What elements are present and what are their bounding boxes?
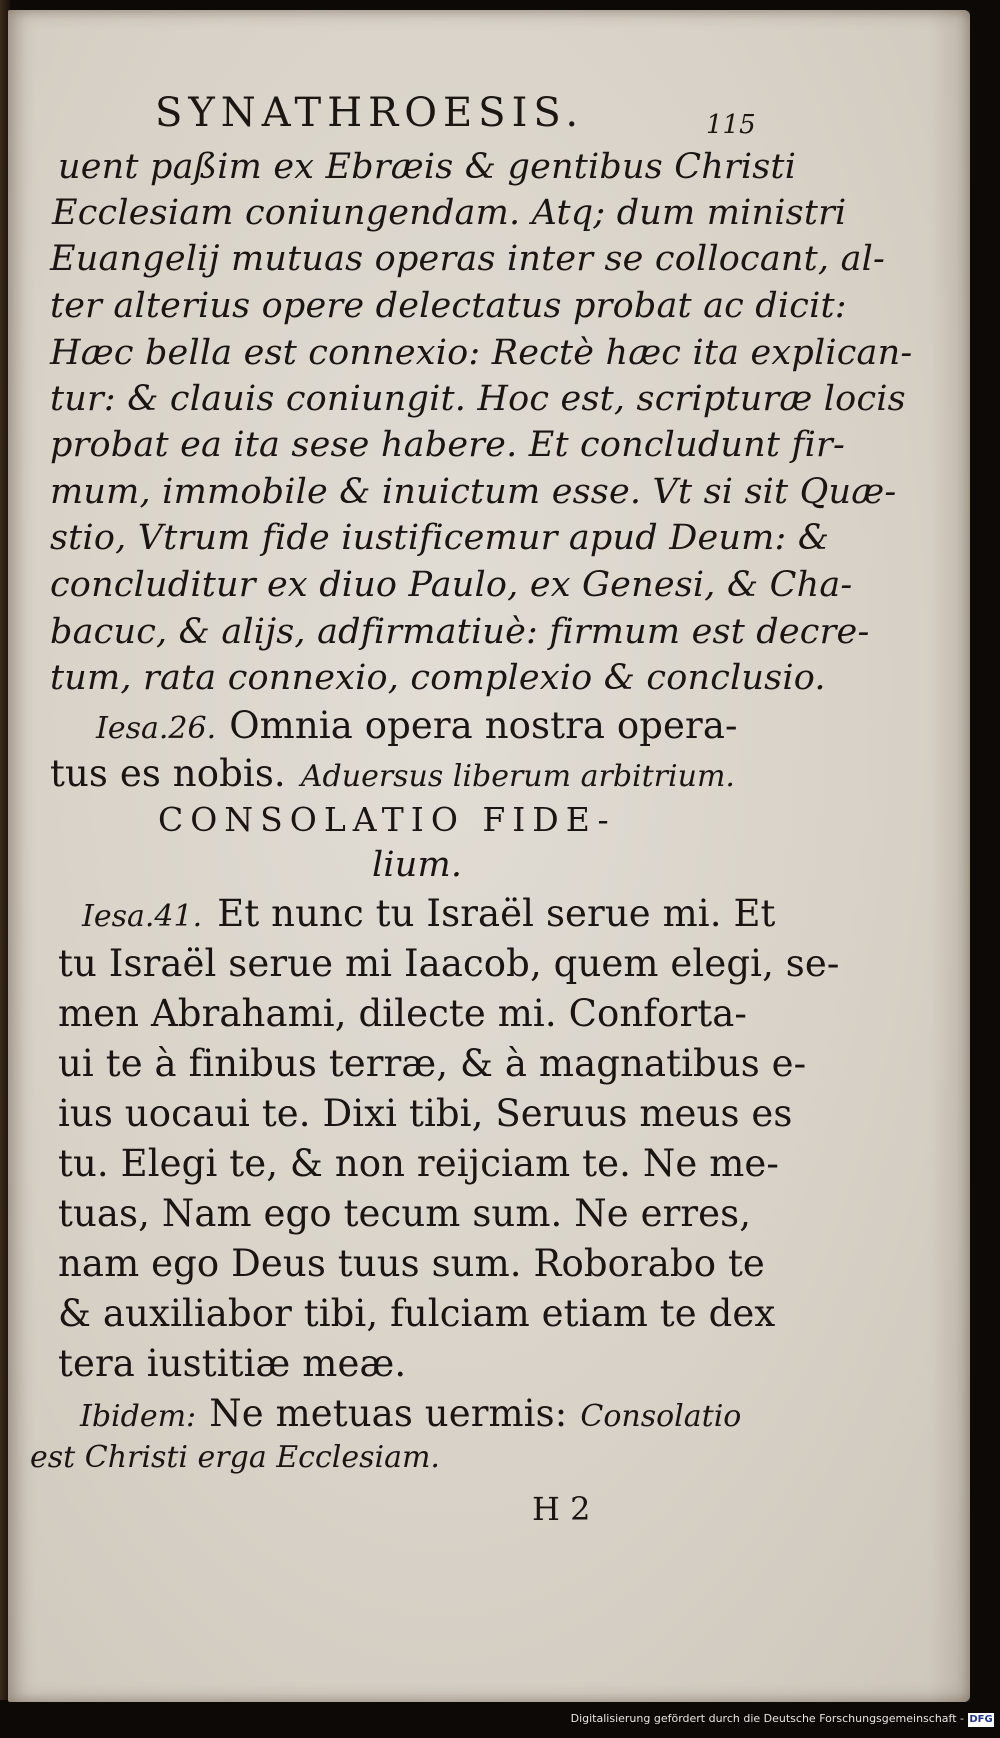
page-shadow bbox=[930, 10, 970, 1702]
citation-line bbox=[80, 1392, 741, 1435]
citation-text: Ne metuas uermis: bbox=[209, 1392, 568, 1435]
dfg-logo-icon: DFG bbox=[969, 1714, 993, 1725]
body-line: ter alterius opere delectatus probat ac dicit: bbox=[50, 286, 847, 326]
funding-credit: Digitalisierung gefördert durch die Deutsche Forschungsgemeinschaft - bbox=[570, 1712, 964, 1725]
citation-line: nam ego Deus tuus sum. Roborabo te bbox=[58, 1242, 765, 1285]
marginal-note: Consolatio bbox=[580, 1399, 742, 1434]
section-heading: CONSOLATIO FIDE- bbox=[158, 800, 616, 839]
signature-mark: H 2 bbox=[532, 1490, 591, 1528]
body-line: bacuc, & alijs, adfirmatiuè: firmum est decre- bbox=[50, 612, 870, 652]
body-line: concluditur ex diuo Paulo, ex Genesi, & Cha- bbox=[50, 565, 853, 605]
body-line: tur: & clauis coniungit. Hoc est, scripturæ locis bbox=[50, 379, 906, 419]
scripture-reference: Ibidem: bbox=[80, 1399, 197, 1434]
running-title: SYNATHROESIS. bbox=[155, 90, 585, 136]
citation-line: men Abrahami, dilecte mi. Conforta- bbox=[58, 992, 747, 1035]
citation-text: tus es nobis. bbox=[50, 752, 286, 795]
footer-bar bbox=[0, 1712, 1000, 1734]
citation-line: tera iustitiæ meæ. bbox=[58, 1342, 407, 1385]
citation-line bbox=[82, 892, 776, 935]
citation-line: tu. Elegi te, & non reijciam te. Ne me- bbox=[58, 1142, 779, 1185]
body-line: tum, rata connexio, complexio & conclusio. bbox=[50, 658, 826, 698]
citation-line bbox=[96, 704, 738, 747]
marginal-note: Aduersus liberum arbitrium. bbox=[300, 759, 735, 794]
body-line: mum, immobile & inuictum esse. Vt si sit Quæ- bbox=[50, 472, 897, 512]
scripture-reference: Iesa.26. bbox=[96, 711, 217, 746]
citation-line: ius uocaui te. Dixi tibi, Seruus meus es bbox=[58, 1092, 793, 1135]
page-number: 115 bbox=[706, 110, 756, 140]
citation-line: tu Israël serue mi Iaacob, quem elegi, se- bbox=[58, 942, 840, 985]
body-line: probat ea ita sese habere. Et concludunt fir- bbox=[50, 425, 845, 465]
citation-line: tuas, Nam ego tecum sum. Ne erres, bbox=[58, 1192, 752, 1235]
citation-text: Et nunc tu Israël serue mi. Et bbox=[217, 892, 776, 935]
body-line: uent paßim ex Ebræis & gentibus Christi bbox=[58, 147, 797, 187]
citation-line: ui te à finibus terræ, & à magnatibus e- bbox=[58, 1042, 807, 1085]
body-line: Hæc bella est connexio: Rectè hæc ita explican- bbox=[50, 333, 913, 373]
marginal-note: est Christi erga Ecclesiam. bbox=[30, 1440, 440, 1475]
body-line: Euangelij mutuas operas inter se collocant, al- bbox=[50, 239, 886, 279]
citation-text: Omnia opera nostra opera- bbox=[229, 704, 738, 747]
body-line: Ecclesiam coniungendam. Atq; dum ministri bbox=[52, 193, 847, 233]
citation-line bbox=[50, 752, 735, 795]
section-heading-cont: lium. bbox=[372, 845, 463, 885]
scripture-reference: Iesa.41. bbox=[82, 899, 203, 934]
citation-line: & auxiliabor tibi, fulciam etiam te dex bbox=[58, 1292, 776, 1335]
body-line: stio, Vtrum fide iustificemur apud Deum: & bbox=[50, 518, 830, 558]
